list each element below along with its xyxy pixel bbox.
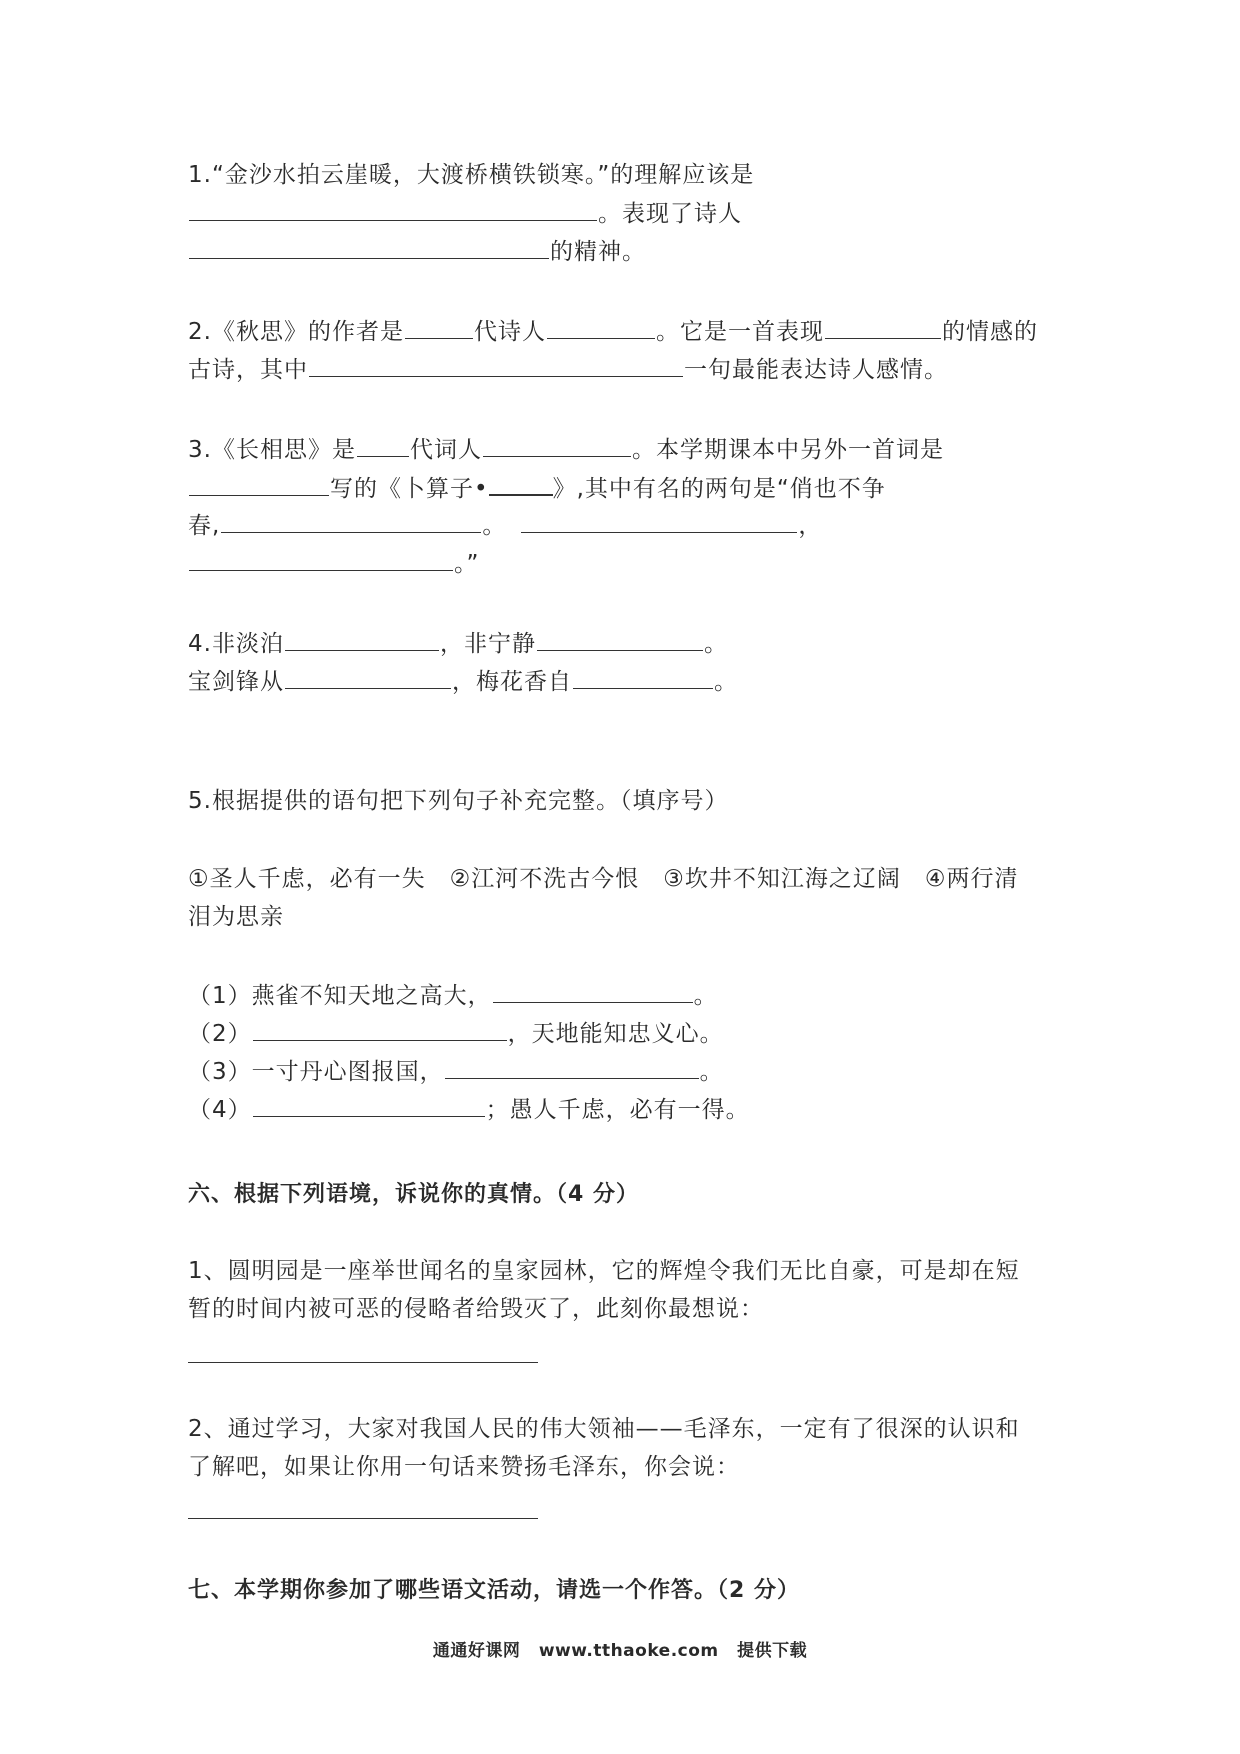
q4-text-e: ，梅花香自 [452,669,572,695]
q3-text-f: 春, [188,513,221,539]
q4-text-c: 。 [703,631,728,657]
q3-blank-title[interactable] [489,472,553,496]
q5-s2-blank[interactable] [253,1018,507,1041]
q5-s4-blank[interactable] [253,1094,485,1117]
q3-blank-author[interactable] [189,473,329,496]
q5-title-text: 5.根据提供的语句把下列句子补充完整。（填序号） [188,788,729,814]
q4-line-2 [188,666,738,697]
q3-text-c: 。本学期课本中另外一首词是 [631,437,944,463]
q2-blank-dynasty[interactable] [405,316,473,339]
q5-title [188,786,728,816]
q5-s1-end: 。 [693,983,718,1009]
q3-text-b: 代词人 [409,437,482,463]
q3-blank-verse-1[interactable] [221,510,481,533]
q3-text-d: 写的《卜算子• [330,476,489,502]
q4-blank-2[interactable] [537,628,703,651]
q3-text-i: 。” [454,551,480,577]
q3-text-e: 》,其中有名的两句是“俏也不争 [552,476,886,502]
section-6-heading-text: 六、根据下列语境，诉说你的真情。（4 分） [188,1182,639,1207]
q2-blank-line[interactable] [309,354,683,377]
q3-blank-verse-2[interactable] [521,510,797,533]
q5-s1-text: （1）燕雀不知天地之高大， [188,983,492,1009]
q1-line-3 [188,236,646,267]
q3-line-2 [188,472,886,504]
q5-options-text-2: 泪为思亲 [188,904,284,930]
q3-text-a: 3.《长相思》是 [188,437,356,463]
q5-sentence-2 [188,1018,724,1049]
q5-sentence-4 [188,1094,750,1125]
q4-text-a: 4.非淡泊 [188,631,284,657]
sec6-q1-text-2: 暂的时间内被可恶的侵略者给毁灭了，此刻你最想说： [188,1296,764,1322]
q2-text-e: 古诗，其中 [188,357,308,383]
sec6-q2-text-2: 了解吧，如果让你用一句话来赞扬毛泽东，你会说： [188,1454,740,1480]
q2-line-1 [188,316,1038,347]
q1-text-2: 。表现了诗人 [598,201,742,227]
footer-note: 提供下载 [737,1641,808,1661]
q4-blank-4[interactable] [573,666,713,689]
q3-text-g: 。 [482,513,507,539]
q2-blank-emotion[interactable] [825,316,941,339]
q4-text-f: 。 [714,669,738,695]
q2-text-c: 。它是一首表现 [655,319,824,345]
q3-blank-dynasty[interactable] [357,434,409,457]
q5-s3-end: 。 [699,1059,724,1085]
q2-text-d: 的情感的 [941,319,1038,345]
q4-blank-1[interactable] [285,628,439,651]
q1-line-1 [188,160,754,190]
q5-s2-end: ，天地能知忠义心。 [507,1021,724,1047]
footer-site-name: 通通好课网 [432,1641,521,1661]
section-7-heading [188,1576,800,1606]
q3-line-4 [188,548,479,579]
q5-s4-end: ；愚人千虑，必有一得。 [485,1097,750,1123]
q2-blank-poet[interactable] [547,316,655,339]
q3-line-3 [188,510,822,541]
q5-options-line-1 [188,864,1018,894]
sec6-q1-line-2 [188,1294,764,1324]
q3-text-h: ， [798,513,823,539]
section-6-heading [188,1180,639,1210]
q3-line-1 [188,434,944,465]
q5-options-line-2 [188,902,284,932]
q5-sentence-3 [188,1056,724,1087]
q5-sentence-1 [188,980,718,1011]
q4-text-d: 宝剑锋从 [188,669,284,695]
sec6-q2-text-1: 2、通过学习，大家对我国人民的伟大领袖——毛泽东，一定有了很深的认识和 [188,1416,1020,1442]
q2-line-2 [188,354,948,385]
sec6-q1-line-1 [188,1256,1020,1286]
q2-text-b: 代诗人 [473,319,546,345]
sec6-q1-answer-line[interactable] [188,1362,538,1363]
q5-s4-text: （4） [188,1097,252,1123]
sec6-q2-answer-line[interactable] [188,1518,538,1519]
q5-s2-text: （2） [188,1021,252,1047]
q3-blank-poet[interactable] [483,434,631,457]
q5-s3-text: （3）一寸丹心图报国， [188,1059,444,1085]
q1-prompt: 1.“金沙水拍云崖暖，大渡桥横铁锁寒。”的理解应该是 [188,162,755,188]
q3-blank-verse-3[interactable] [189,548,453,571]
q1-blank-1[interactable] [189,198,597,221]
q1-text-3: 的精神。 [550,239,646,265]
sec6-q2-line-2 [188,1452,740,1482]
q5-options-text-1: ①圣人千虑，必有一失 ②江河不洗古今恨 ③坎井不知江海之辽阔 ④两行清 [188,866,1019,892]
q2-text-f: 一句最能表达诗人感情。 [684,357,948,383]
q5-s1-blank[interactable] [493,980,693,1003]
q1-line-2 [188,198,742,229]
page-footer [0,1636,1240,1661]
footer-url[interactable]: www.tthaoke.com [538,1641,719,1661]
q1-blank-2[interactable] [189,236,549,259]
section-7-heading-text: 七、本学期你参加了哪些语文活动，请选一个作答。（2 分） [188,1578,800,1603]
q4-line-1 [188,628,728,659]
q5-s3-blank[interactable] [445,1056,699,1079]
q4-text-b: ，非宁静 [439,631,536,657]
q2-text-a: 2.《秋思》的作者是 [188,319,404,345]
q4-blank-3[interactable] [285,666,451,689]
sec6-q1-text-1: 1、圆明园是一座举世闻名的皇家园林，它的辉煌令我们无比自豪，可是却在短 [188,1258,1020,1284]
sec6-q2-line-1 [188,1414,1020,1444]
